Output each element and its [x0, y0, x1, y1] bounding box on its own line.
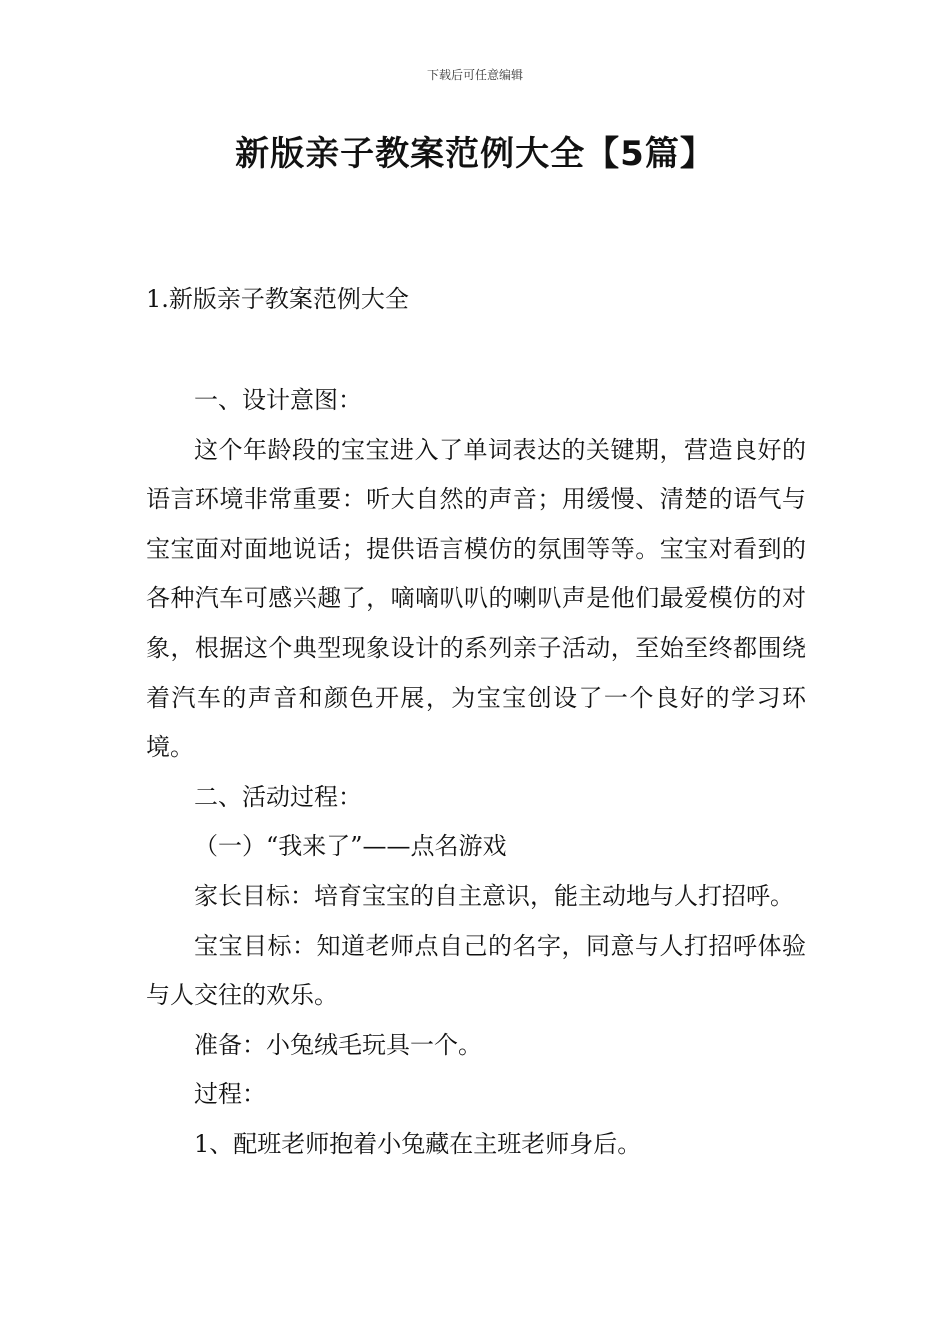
paragraph-step-1: 1、配班老师抱着小兔藏在主班老师身后。: [194, 1129, 642, 1158]
document-body: [146, 376, 806, 1170]
paragraph-baby-goal: 宝宝目标：知道老师点自己的名字，同意与人打招呼体验与人交往的欢乐。: [146, 931, 806, 1010]
paragraph-design-intent: 这个年龄段的宝宝进入了单词表达的关键期，营造良好的语言环境非常重要：听大自然的声音；用缓慢、清楚的语气与宝宝面对面地说话；提供语言模仿的氛围等等。宝宝对看到的各种汽车可感兴趣了，嘀嘀叭叭的喇叭声是他们最爱模仿的对象，根据这个典型现象设计的系列亲子活动，至始至终都围绕着汽车的声音和颜色开展，为宝宝创设了一个良好的学习环境。: [146, 435, 806, 762]
section-heading: 1.新版亲子教案范例大全: [146, 285, 409, 313]
document-title: 新版亲子教案范例大全【5篇】: [235, 134, 715, 174]
paragraph-design-intent-heading: 一、设计意图：: [194, 386, 362, 414]
paragraph-preparation: 准备：小兔绒毛玩具一个。: [194, 1030, 482, 1059]
paragraph-parent-goal: 家长目标：培育宝宝的自主意识，能主动地与人打招呼。: [194, 881, 794, 910]
paragraph-roll-call-game: （一）“我来了”——点名游戏: [194, 832, 507, 861]
paragraph-process-heading: 过程：: [194, 1080, 266, 1109]
paragraph-activity-process-heading: 二、活动过程：: [194, 782, 362, 811]
header-note: 下载后可任意编辑: [426, 68, 523, 82]
